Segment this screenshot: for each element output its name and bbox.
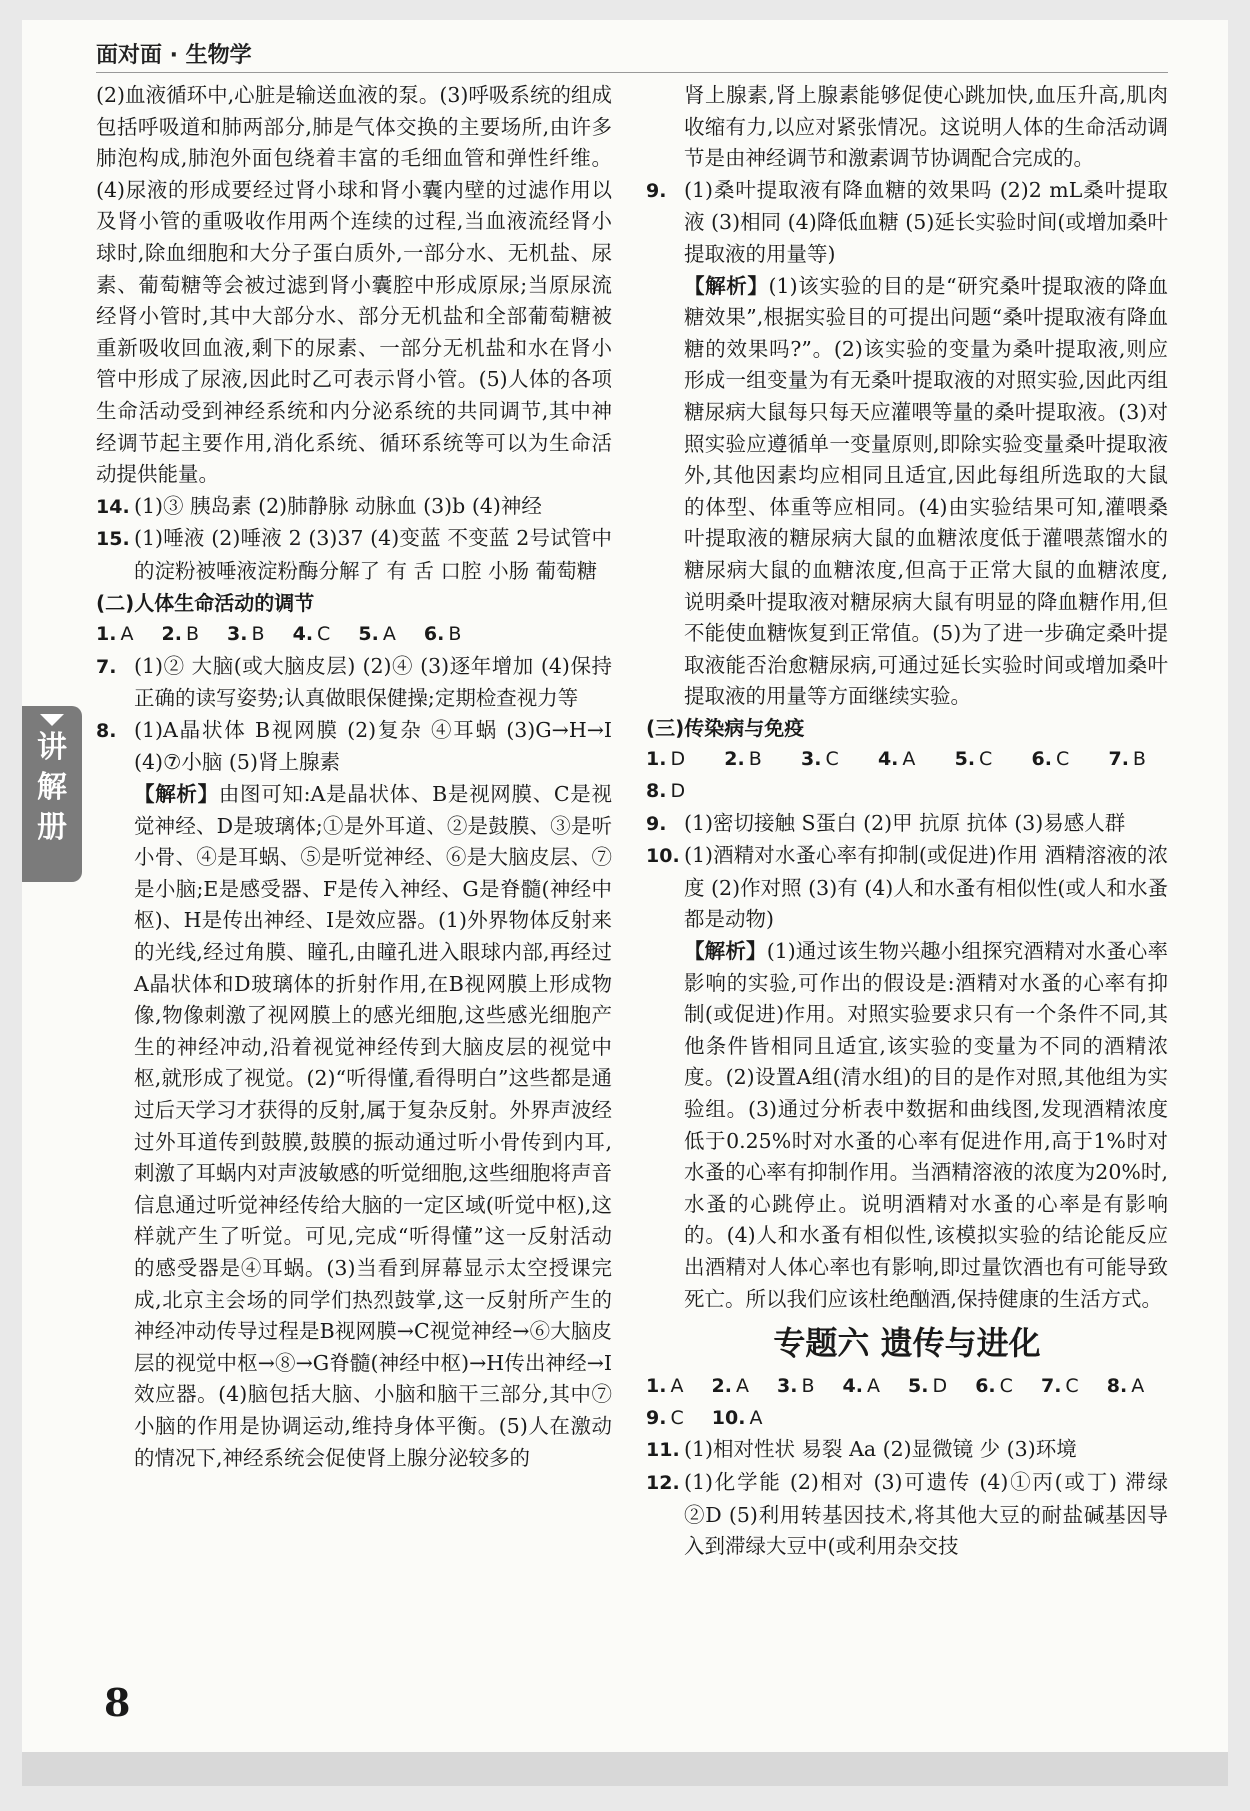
analysis-text: 由图可知:A是晶状体、B是视网膜、C是视觉神经、D是玻璃体;①是外耳道、②是鼓膜、③是听小骨、④是耳蜗、⑤是听觉神经、⑥是大脑皮层、⑦是小脑;E是感受器、F是传入神经、G是脊髓(神经中枢)、H是传出神经、I是效应器。(1)外界物体反射来的光线,经过角膜、瞳孔,由瞳孔进入眼球内部,再经过A晶状体和D玻璃体的折射作用,在B视网膜上形成物像,物像刺激了视网膜上的感光细胞,这些感光细胞产生的神经冲动,沿着视觉神经传到大脑皮层的视觉中枢,就形成了视觉。(2)“听得懂,看得明白”这些都是通过后天学习才获得的反射,属于复杂反射。外界声波经过外耳道传到鼓膜,鼓膜的振动通过听小骨传到内耳,刺激了耳蜗内对声波敏感的听觉细胞,这些细胞将声音信息通过听觉神经传给大脑的一定区域(听觉中枢),这样就产生了听觉。可见,完成“听得懂”这一反射活动的感受器是④耳蜗。(3)当看到屏幕显示太空授课完成,北京主会场的同学们热烈鼓掌,这一反射所产生的神经冲动传导过程是B视网膜→C视觉神经→⑥大脑皮层的视觉中枢→⑧→G脊髓(神经中枢)→H传出神经→I效应器。(4)脑包括大脑、小脑和脑干三部分,其中⑦小脑的作用是协调运动,维持身体平衡。(5)人在激动的情况下,神经系统会促使肾上腺分泌较多的 (134, 782, 613, 1470)
section-title-3: (三)传染病与免疫 (646, 715, 805, 740)
answer-text: (1)相对性状 易裂 Aa (2)显微镜 少 (3)环境 (684, 1437, 1077, 1462)
chevron-down-icon (40, 714, 64, 726)
answer-text: (1)化学能 (2)相对 (3)可遗传 (4)①丙(或丁) 滞绿 ②D (5)利用转基因技术,将其他大豆的耐盐碱基因导入到滞绿大豆中(或利用杂交技 (684, 1469, 1168, 1559)
question-number: 7. (96, 655, 117, 678)
mc-number: 6. (975, 1375, 996, 1398)
mc-answer: C (1055, 748, 1070, 771)
side-tab-char-1: 讲 (37, 730, 67, 765)
analysis-10 (646, 936, 1168, 1315)
answer-text: (1)密切接触 S蛋白 (2)甲 抗原 抗体 (3)易感人群 (684, 810, 1126, 835)
mc-item (358, 623, 395, 645)
mc-answer: A (670, 1375, 684, 1398)
mc-number: 7. (1040, 1375, 1062, 1398)
mc-item (646, 748, 685, 770)
question-number: 10. (646, 845, 680, 868)
mc-number: 2. (711, 1375, 732, 1398)
mc-item (878, 748, 915, 770)
mc-number: 10. (711, 1406, 746, 1429)
mc-item (975, 1375, 1013, 1397)
mc-number: 2. (724, 748, 745, 771)
mc-answer: B (748, 748, 762, 771)
side-tab-char-3: 册 (37, 810, 67, 845)
mc-answer: C (1065, 1375, 1079, 1398)
mc-item (646, 780, 685, 802)
mc-answer: C (317, 623, 331, 646)
answer-9 (646, 175, 1168, 271)
mc-item (724, 748, 762, 770)
mc-answer: B (251, 623, 265, 646)
mc-answer: B (801, 1375, 815, 1398)
question-number: 11. (646, 1439, 680, 1462)
analysis-text: (1)通过该生物兴趣小组探究酒精对水蚤心率影响的实验,可作出的假设是:酒精对水蚤的心率有抑制(或促进)作用。对照实验要求只有一个条件不同,其他条件皆相同且适宜,该实验的变量为不同的酒精浓度。(2)设置A组(清水组)的目的是作对照,其他组为实验组。(3)通过分析表中数据和曲线图,发现酒精浓度低于0.25%时对水蚤的心率有促进作用,高于1%时对水蚤的心率有抑制作用。当酒精溶液的浓度为20%时,水蚤的心跳停止。说明酒精对水蚤的心率是有影响的。(4)人和水蚤有相似性,该模拟实验的结论能反应出酒精对人体心率也有影响,即过量饮酒也有可能导致死亡。所以我们应该杜绝酗酒,保持健康的生活方式。 (684, 939, 1168, 1311)
mc-number: 9. (646, 1406, 667, 1429)
mc-number: 3. (227, 623, 248, 646)
mc-answer: D (670, 780, 686, 803)
analysis-label: 【解析】 (684, 939, 767, 964)
side-tab-char-2: 解 (37, 770, 67, 805)
left-column (96, 80, 612, 1474)
mc-item (646, 1375, 683, 1397)
mc-number: 8. (646, 780, 667, 803)
mc-item (293, 623, 331, 645)
analysis-8 (96, 779, 612, 1474)
analysis-label: 【解析】 (684, 273, 769, 298)
mc-number: 6. (423, 623, 445, 646)
answer-text: (1)酒精对水蚤心率有抑制(或促进)作用 酒精溶液的浓度 (2)作对照 (3)有 (4)人和水蚤有相似性(或人和水蚤都是动物) (684, 843, 1168, 932)
answer-7 (96, 651, 612, 715)
mc-answer: B (185, 623, 199, 646)
page-number: 8 (104, 1680, 131, 1725)
answer-text: (1)③ 胰岛素 (2)肺静脉 动脉血 (3)b (4)神经 (134, 493, 542, 518)
mc-number: 3. (801, 748, 822, 771)
analysis-9 (646, 271, 1168, 713)
question-number: 15. (96, 528, 130, 551)
footer-band (22, 1752, 1228, 1786)
answer-text: (1)唾液 (2)唾液 2 (3)37 (4)变蓝 不变蓝 2号试管中的淀粉被唾液淀粉酶分解了 有 舌 口腔 小肠 葡萄糖 (134, 526, 612, 583)
header-divider (96, 72, 1168, 73)
mc-answer: D (670, 748, 686, 771)
mc-number: 2. (161, 623, 182, 646)
mc-answers-6a (646, 1371, 1168, 1403)
mc-number: 1. (646, 1375, 667, 1398)
mc-number: 6. (1031, 748, 1052, 771)
mc-item (712, 1375, 749, 1397)
answer-12 (646, 1467, 1168, 1563)
mc-item (1041, 1375, 1079, 1397)
mc-item (96, 623, 133, 645)
question-number: 12. (646, 1471, 680, 1494)
mc-item (908, 1375, 947, 1397)
answer-text: (1)② 大脑(或大脑皮层) (2)④ (3)逐年增加 (4)保持正确的读写姿势;认真做眼保健操;定期检查视力等 (134, 653, 612, 711)
right-column (646, 80, 1168, 1563)
answer-11 (646, 1434, 1168, 1467)
mc-number: 1. (646, 748, 667, 771)
mc-number: 4. (842, 1375, 863, 1398)
topic-title: 专题六 遗传与进化 (773, 1324, 1041, 1363)
answer-14 (96, 491, 612, 524)
mc-number: 3. (777, 1375, 798, 1398)
mc-answer: A (749, 1406, 763, 1429)
answer-13-continued: (2)血液循环中,心脏是输送血液的泵。(3)呼吸系统的组成包括呼吸道和肺两部分,肺是气体交换的主要场所,由许多肺泡构成,肺泡外面包绕着丰富的毛细血管和弹性纤维。(4)尿液的形成要经过肾小球和肾小囊内壁的过滤作用以及肾小管的重吸收作用两个连续的过程,当血液流经肾小球时,除血细胞和大分子蛋白质外,一部分水、无机盐、尿素、葡萄糖等会被过滤到肾小囊腔中形成原尿;当原尿流经肾小管时,其中大部分水、部分无机盐和全部葡萄糖被重新吸收回血液,剩下的尿素、一部分无机盐和水在肾小管中形成了尿液,因此时乙可表示肾小管。(5)人体的各项生命活动受到神经系统和内分泌系统的共同调节,其中神经调节起主要作用,消化系统、循环系统等可以为生命活动提供能量。 (96, 83, 612, 487)
mc-answer: A (735, 1375, 749, 1398)
mc-item (777, 1375, 815, 1397)
mc-number: 1. (96, 623, 117, 646)
mc-item (801, 748, 839, 770)
mc-item (646, 1407, 684, 1429)
mc-item (843, 1375, 880, 1397)
mc-answers-2 (96, 619, 612, 651)
mc-number: 5. (358, 623, 379, 646)
mc-answer: A (120, 623, 134, 646)
answer-8 (96, 715, 612, 779)
mc-answer: A (382, 623, 396, 646)
mc-number: 7. (1108, 748, 1129, 771)
answer-9b (646, 808, 1168, 841)
mc-number: 4. (292, 623, 314, 646)
mc-number: 4. (877, 748, 899, 771)
mc-answer: A (1131, 1375, 1145, 1398)
mc-answers-3 (646, 744, 1168, 807)
mc-answer: C (979, 748, 993, 771)
mc-number: 5. (908, 1375, 929, 1398)
mc-item (227, 623, 265, 645)
question-number: 9. (646, 179, 667, 202)
mc-item (424, 623, 462, 645)
mc-item (955, 748, 993, 770)
mc-item (1107, 1375, 1144, 1397)
mc-item (1032, 748, 1070, 770)
page-header-title: 面对面 · 生物学 (96, 43, 252, 68)
question-number: 8. (96, 719, 117, 742)
mc-answer: B (1132, 748, 1146, 771)
mc-answer: C (670, 1406, 684, 1429)
answer-text: (1)A晶状体 B视网膜 (2)复杂 ④耳蜗 (3)G→H→I (4)⑦小脑 (5)肾上腺素 (134, 717, 612, 775)
mc-answer: A (867, 1375, 880, 1398)
answer-8-continued: 肾上腺素,肾上腺素能够促使心跳加快,血压升高,肌肉收缩有力,以应对紧张情况。这说明人体的生命活动调节是由神经调节和激素调节协调配合完成的。 (684, 83, 1168, 171)
answer-10 (646, 840, 1168, 936)
question-number: 9. (646, 812, 667, 835)
analysis-label: 【解析】 (134, 782, 219, 807)
mc-item (712, 1407, 763, 1429)
question-number: 14. (96, 495, 130, 518)
mc-number: 5. (954, 748, 976, 771)
answer-15 (96, 523, 612, 587)
mc-item (1108, 748, 1146, 770)
mc-number: 8. (1106, 1375, 1128, 1398)
analysis-text: (1)该实验的目的是“研究桑叶提取液的降血糖效果”,根据实验目的可提出问题“桑叶提取液有降血糖的效果吗?”。(2)该实验的变量为桑叶提取液,则应形成一组变量为有无桑叶提取液的对照实验,因此丙组糖尿病大鼠每只每天应灌喂等量的桑叶提取液。(3)对照实验应遵循单一变量原则,即除实验变量桑叶提取液外,其他因素均应相同且适宜,因此每组所选取的大鼠的体型、体重等应相同。(4)由实验结果可知,灌喂桑叶提取液的糖尿病大鼠的血糖浓度低于灌喂蒸馏水的糖尿病大鼠的血糖浓度,但高于正常大鼠的血糖浓度,说明桑叶提取液对糖尿病大鼠有明显的降血糖作用,但不能使血糖恢复到正常值。(5)为了进一步确定桑叶提取液能否治愈糖尿病,可通过延长实验时间或增加桑叶提取液的用量等方面继续实验。 (684, 273, 1168, 709)
mc-item (162, 623, 200, 645)
mc-answer: C (999, 1375, 1013, 1398)
mc-answer: B (448, 623, 462, 646)
mc-answers-6b (646, 1403, 1168, 1435)
mc-answer: C (825, 748, 839, 771)
mc-answer: A (902, 748, 916, 771)
section-title-2: (二)人体生命活动的调节 (96, 590, 315, 615)
side-tab (22, 706, 82, 882)
mc-answer: D (932, 1375, 948, 1398)
answer-text: (1)桑叶提取液有降血糖的效果吗 (2)2 mL桑叶提取液 (3)相同 (4)降低血糖 (5)延长实验时间(或增加桑叶提取液的用量等) (684, 177, 1168, 266)
